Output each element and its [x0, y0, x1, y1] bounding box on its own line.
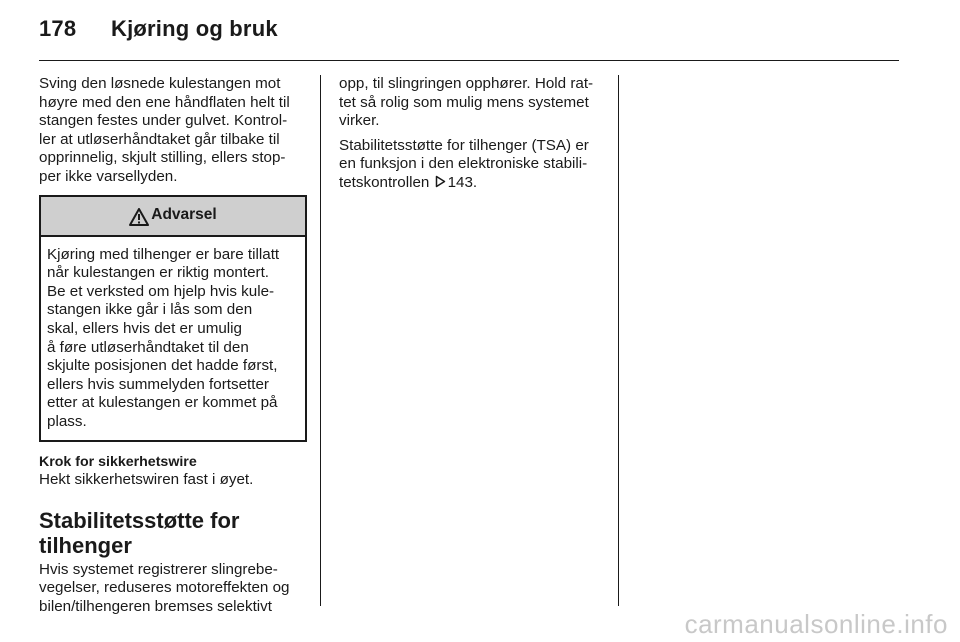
warning-title: Advarsel — [151, 206, 217, 224]
warning-box — [39, 195, 307, 442]
column-middle — [339, 75, 607, 199]
text-line: å føre utløserhåndtaket til den — [47, 338, 249, 356]
subheading-safety-wire: Krok for sikkerhetswire — [39, 453, 197, 470]
text-line: stangen festes under gulvet. Kontrol- — [39, 112, 288, 130]
text-line — [339, 174, 607, 193]
text-fragment: tetskontrollen — [339, 173, 430, 191]
text-line: tet så rolig som mulig mens systemet — [339, 93, 589, 111]
text-line: virker. — [339, 112, 380, 130]
warning-body — [41, 237, 305, 440]
intro-paragraph — [39, 75, 307, 187]
text-line: skjulte posisjonen det hadde først, — [47, 357, 278, 375]
column-divider-left — [320, 75, 321, 606]
text-line: opprinnelig, skjult stilling, ellers stop- — [39, 149, 286, 167]
text-line: en funksjon i den elektroniske stabili- — [339, 155, 588, 173]
page-header — [39, 16, 278, 42]
paragraph-1 — [339, 75, 607, 131]
text-line: ler at utløserhåndtaket går tilbake til — [39, 130, 280, 148]
warning-header — [41, 197, 305, 237]
watermark: carmanualsonline.info — [684, 609, 948, 639]
heading-line: Stabilitetsstøtte for — [39, 507, 240, 533]
text-line: vegelser, reduseres motoreffekten og — [39, 579, 290, 597]
text-line: Sving den løsnede kulestangen mot — [39, 75, 281, 92]
text-line: plass. — [47, 412, 87, 430]
text-line: Kjøring med tilhenger er bare tillatt — [47, 245, 280, 263]
text-line: bilen/tilhengeren bremses selektivt — [39, 597, 272, 615]
page-reference-icon — [435, 175, 446, 188]
text-line: opp, til slingringen opphører. Hold rat- — [339, 75, 594, 92]
text-line: Hvis systemet registrerer slingrebe- — [39, 560, 278, 578]
text-line: per ikke varsellyden. — [39, 167, 178, 185]
section-heading — [39, 508, 307, 558]
section-paragraph — [39, 561, 307, 617]
paragraph-2 — [339, 137, 607, 193]
column-left — [39, 75, 307, 616]
text-line: etter at kulestangen er kommet på — [47, 394, 278, 412]
header-rule — [39, 60, 899, 61]
text-line: Be et verksted om hjelp hvis kule- — [47, 282, 275, 300]
text-line: Stabilitetsstøtte for tilhenger (TSA) er — [339, 136, 589, 154]
page-number: 178 — [39, 16, 77, 41]
text-line: ellers hvis summelyden fortsetter — [47, 375, 269, 393]
column-divider-right — [618, 75, 619, 606]
heading-line: tilhenger — [39, 532, 132, 558]
text-line: høyre med den ene håndflaten helt til — [39, 93, 290, 111]
text-line: når kulestangen er riktig montert. — [47, 264, 270, 282]
text-line: stangen ikke går i lås som den — [47, 301, 253, 319]
text-line: skal, ellers hvis det er umulig — [47, 319, 242, 337]
chapter-title: Kjøring og bruk — [111, 16, 278, 41]
page-reference[interactable]: 143. — [447, 173, 478, 191]
text-line: Hekt sikkerhetswiren fast i øyet. — [39, 471, 254, 489]
warning-triangle-icon — [129, 208, 149, 226]
